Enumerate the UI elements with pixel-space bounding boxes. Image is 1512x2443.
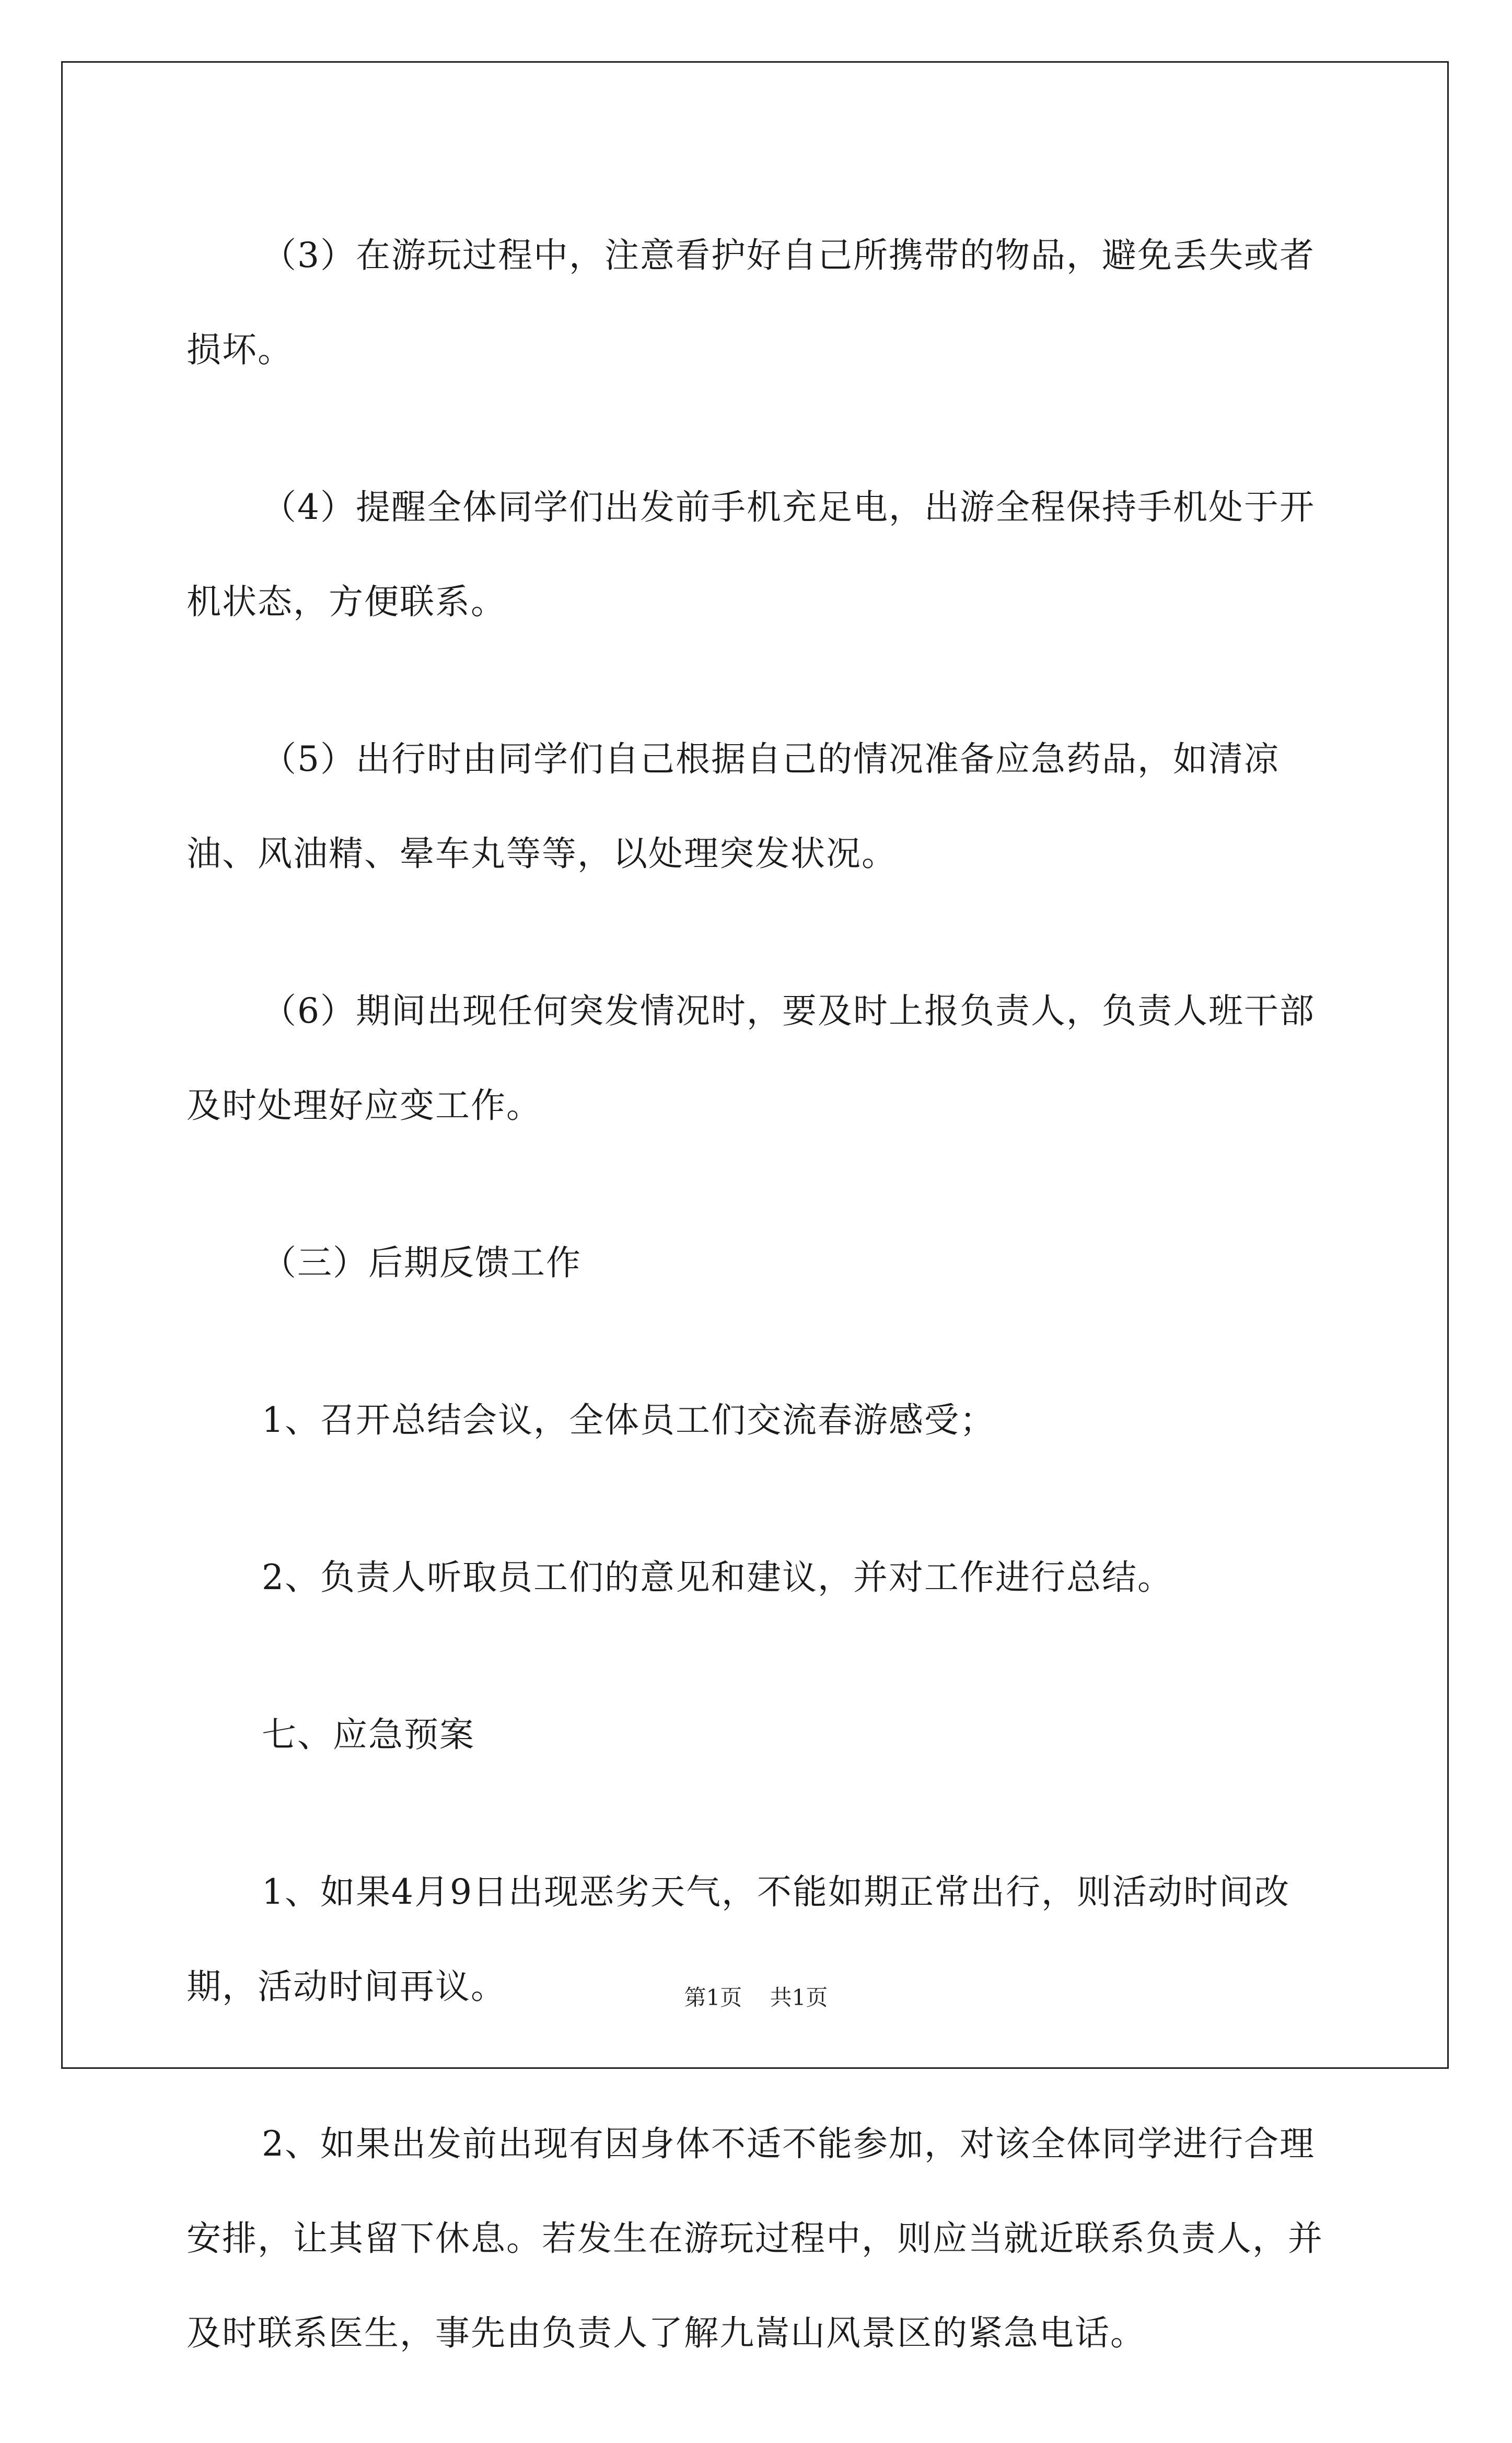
paragraph-item-5: （5）出行时由同学们自己根据自己的情况准备应急药品，如清凉油、风油精、晕车丸等等，以处理突发状况。 — [187, 739, 1280, 874]
emergency-item-2: 2、如果出发前出现有因身体不适不能参加，对该全体同学进行合理安排，让其留下休息。若发生在游玩过程中，则应当就近联系负责人，并及时联系医生，事先由负责人了解九嵩山风景区的紧急电话。 — [187, 2124, 1323, 2353]
section-heading-feedback: （三）后期反馈工作 — [262, 1243, 581, 1283]
page-number: 第1页 — [684, 1985, 742, 2010]
emergency-item-1: 1、如果4月9日出现恶劣天气，不能如期正常出行，则活动时间改期，活动时间再议。 — [187, 1872, 1290, 2007]
document-body — [187, 208, 1331, 2443]
section-heading-emergency: 七、应急预案 — [262, 1715, 475, 1755]
paragraph-item-3: （3）在游玩过程中，注意看护好自己所携带的物品，避免丢失或者损坏。 — [187, 235, 1315, 370]
paragraph-item-6: （6）期间出现任何突发情况时，要及时上报负责人，负责人班干部及时处理好应变工作。 — [187, 991, 1315, 1126]
paragraph-item-4: （4）提醒全体同学们出发前手机充足电，出游全程保持手机处于开机状态，方便联系。 — [187, 487, 1315, 622]
page-total: 共1页 — [770, 1985, 828, 2010]
page-footer — [0, 1982, 1512, 2013]
feedback-item-1: 1、召开总结会议，全体员工们交流春游感受； — [262, 1400, 995, 1440]
feedback-item-2: 2、负责人听取员工们的意见和建议，并对工作进行总结。 — [262, 1557, 1173, 1597]
